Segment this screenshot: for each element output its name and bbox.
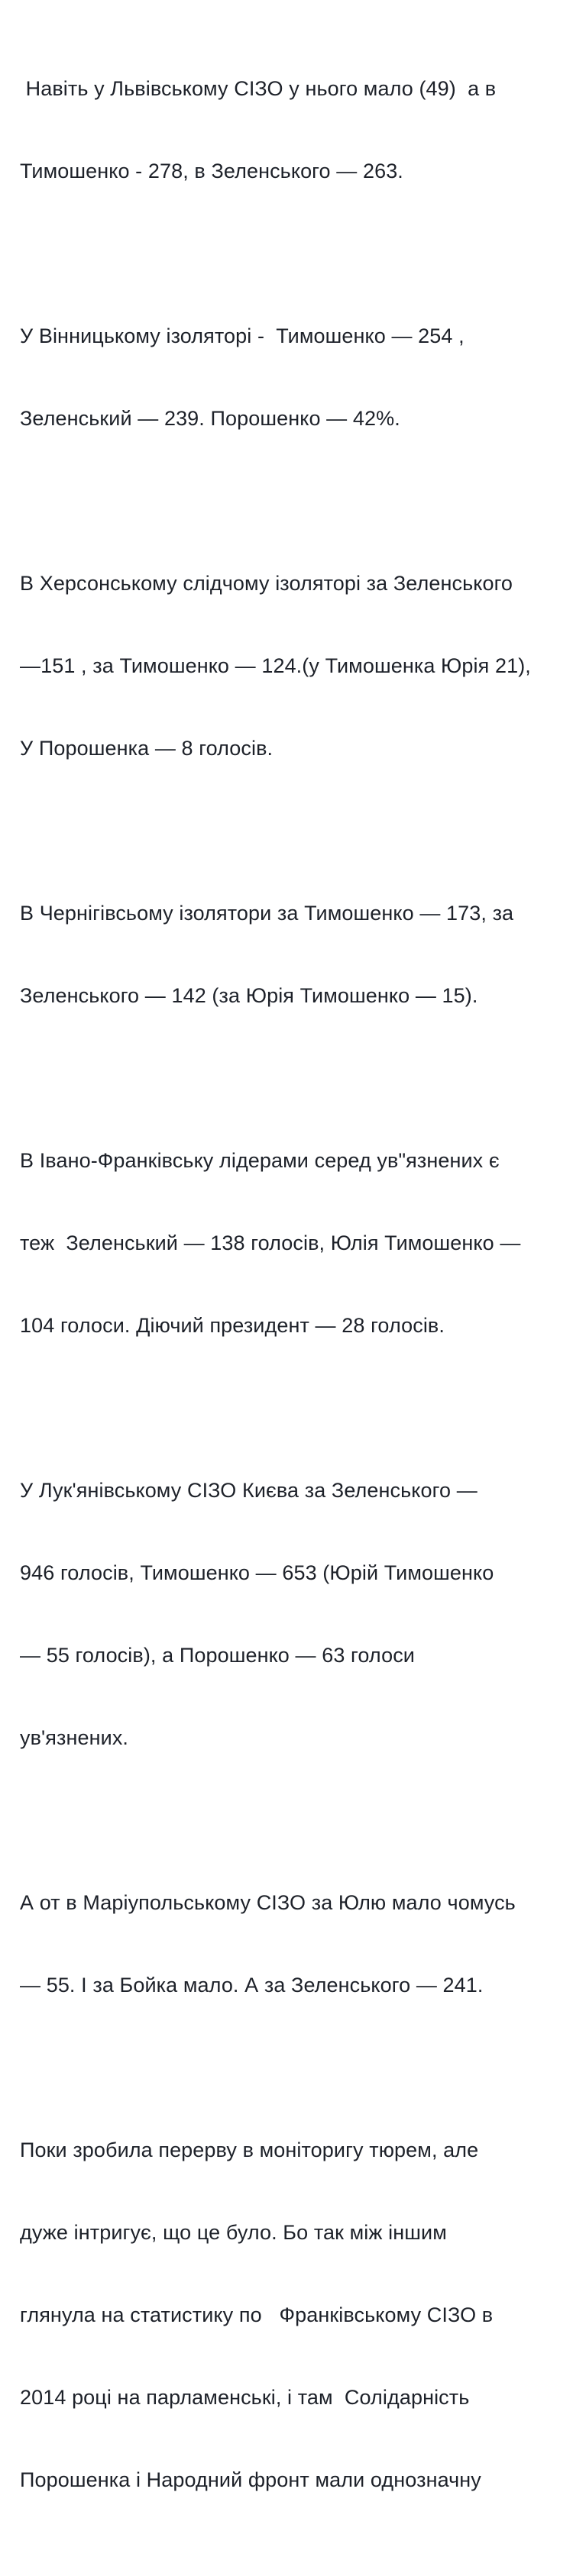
text-line: Поки зробила перерву в моніторигу тюрем, але	[20, 2139, 479, 2161]
text-line: В Івано-Франківську лідерами серед ув"язнених є	[20, 1149, 500, 1172]
paragraph-vinnytsia-isolator	[20, 267, 564, 487]
text-line: —151 , за Тимошенко — 124.(у Тимошенка Юрія 21),	[20, 654, 531, 677]
post-body	[20, 20, 564, 2576]
text-line: У Порошенка — 8 голосів.	[20, 737, 274, 760]
text-line: Порошенка і Народний фронт мали однозначну	[20, 2468, 481, 2491]
paragraph-mariupol-sizo	[20, 1834, 564, 2054]
text-line: В Чернігівсьому ізолятори за Тимошенко — 173, за	[20, 902, 514, 925]
paragraph-lviv-sizo	[20, 20, 564, 240]
text-line: Навіть у Львівському СІЗО у нього мало (49) а в	[20, 77, 497, 100]
paragraph-kherson-isolator	[20, 515, 564, 817]
text-line: У Вінницькому ізоляторі - Тимошенко — 254 ,	[20, 324, 465, 347]
text-line: Зеленського — 142 (за Юрія Тимошенко — 15).	[20, 984, 478, 1007]
text-line: дуже інтригує, що це було. Бо так між іншим	[20, 2221, 447, 2244]
paragraph-ivano-frankivsk	[20, 1092, 564, 1394]
text-line: В Херсонському слідчому ізоляторі за Зеленського	[20, 572, 513, 595]
paragraph-lukyanivka-sizo	[20, 1422, 564, 1806]
text-line: 2014 році на парламенські, і там Солідарність	[20, 2386, 470, 2409]
text-line: — 55 голосів), а Порошенко — 63 голоси	[20, 1644, 415, 1667]
text-line: ув'язнених.	[20, 1726, 129, 1749]
text-line: 946 голосів, Тимошенко — 653 (Юрій Тимошенко	[20, 1561, 494, 1584]
text-line: теж Зеленський — 138 голосів, Юлія Тимошенко —	[20, 1232, 521, 1254]
text-line: Тимошенко - 278, в Зеленського — 263.	[20, 160, 403, 182]
text-line: У Лук'янівському СІЗО Києва за Зеленського —	[20, 1479, 478, 1502]
text-line: А от в Маріупольському СІЗО за Юлю мало чомусь	[20, 1891, 516, 1914]
paragraph-chernihiv-isolator	[20, 844, 564, 1064]
text-line: глянула на статистику по Франківському СІЗО в	[20, 2303, 494, 2326]
paragraph-monitoring-break	[20, 2081, 564, 2549]
text-line: Зеленський — 239. Порошенко — 42%.	[20, 407, 400, 430]
text-line: 104 голоси. Діючий президент — 28 голосів.	[20, 1314, 445, 1337]
text-line: — 55. І за Бойка мало. А за Зеленського — 241.	[20, 1974, 484, 1997]
